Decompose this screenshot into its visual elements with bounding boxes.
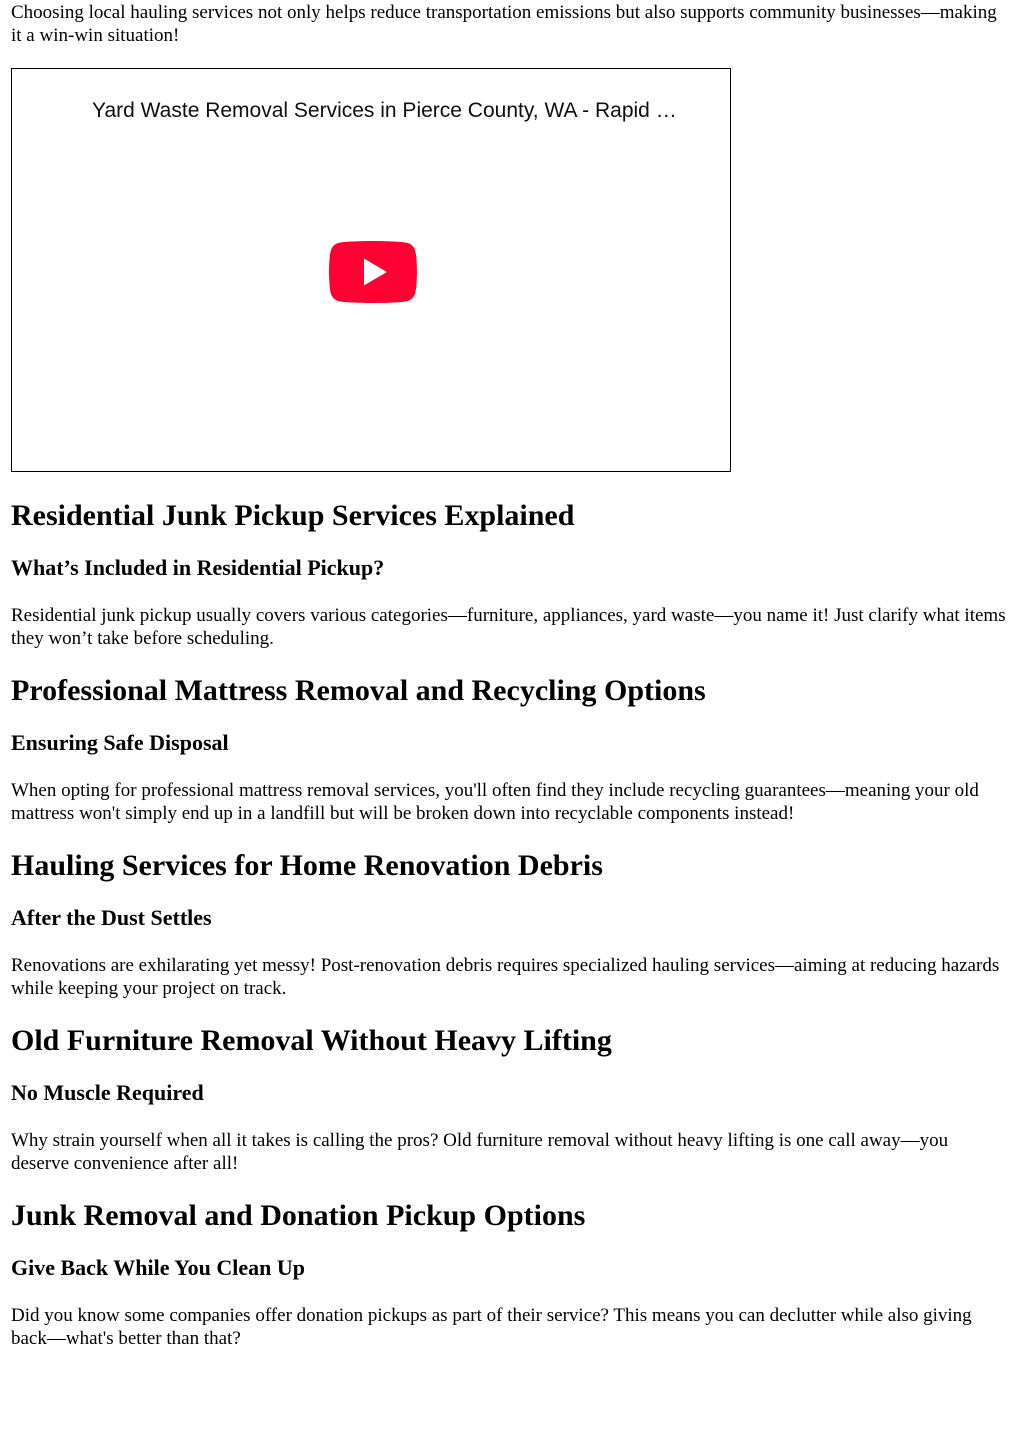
section-heading: Professional Mattress Removal and Recycling Options [11,674,706,707]
section-heading: Residential Junk Pickup Services Explained [11,499,575,532]
video-embed[interactable] [11,68,731,472]
intro-paragraph: Choosing local hauling services not only helps reduce transportation emissions but also supports community businesses—making it a win-win situation! [11,2,997,46]
section-renovation-debris [11,848,1006,1000]
section-subheading: After the Dust Settles [11,905,212,930]
section-body: Did you know some companies offer donation pickups as part of their service? This means you can declutter while also giving back—what's better than that? [11,1305,972,1349]
section-subheading: What’s Included in Residential Pickup? [11,555,385,580]
section-heading: Old Furniture Removal Without Heavy Lifting [11,1024,612,1057]
video-title[interactable]: Yard Waste Removal Services in Pierce County, WA - Rapid … [92,99,677,122]
section-body: Renovations are exhilarating yet messy! Post-renovation debris requires specialized hauling services—aiming at reducing hazards while keeping your project on track. [11,955,1000,999]
section-heading: Junk Removal and Donation Pickup Options [11,1199,586,1232]
section-body: Residential junk pickup usually covers various categories—furniture, appliances, yard waste—you name it! Just clarify what items they won’t take before scheduling. [11,605,1006,649]
section-heading: Hauling Services for Home Renovation Debris [11,849,603,882]
section-residential-junk-pickup [11,498,1006,650]
article [11,0,1006,1350]
section-donation-pickup [11,1198,1006,1350]
section-body: Why strain yourself when all it takes is calling the pros? Old furniture removal without heavy lifting is one call away—you deserve convenience after all! [11,1130,949,1174]
section-subheading: No Muscle Required [11,1080,204,1105]
section-subheading: Give Back While You Clean Up [11,1255,305,1280]
section-mattress-removal [11,673,1006,825]
youtube-play-icon[interactable] [329,241,417,303]
section-body: When opting for professional mattress removal services, you'll often find they include recycling guarantees—meaning your old mattress won't simply end up in a landfill but will be broken down into recyclable components instead! [11,780,979,824]
section-furniture-removal [11,1023,1006,1175]
section-subheading: Ensuring Safe Disposal [11,730,229,755]
